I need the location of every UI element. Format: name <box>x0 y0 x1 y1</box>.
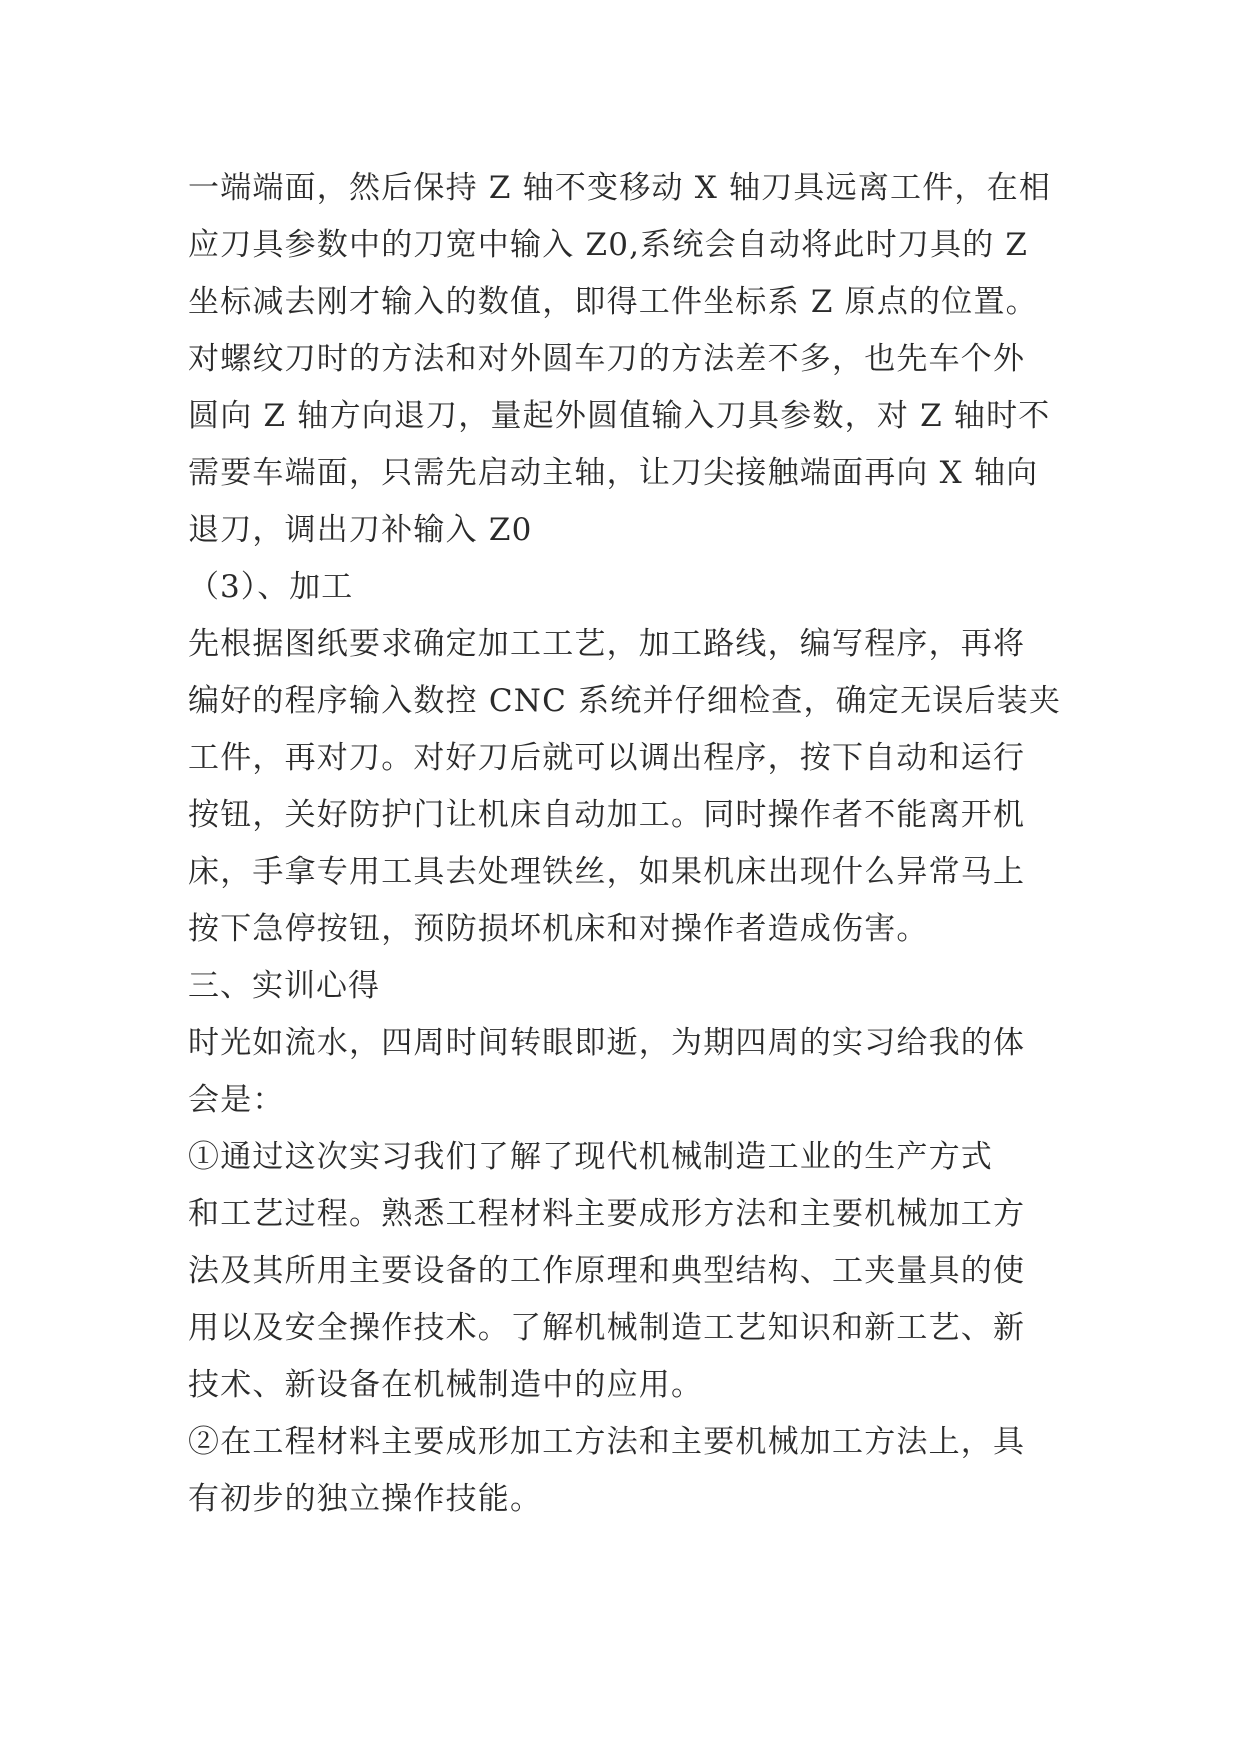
paragraph-line: 按下急停按钮，预防损坏机床和对操作者造成伤害。 <box>188 911 929 947</box>
paragraph-line: 圆向 Z 轴方向退刀，量起外圆值输入刀具参数，对 Z 轴时不 <box>188 398 1051 434</box>
paragraph-line: 和工艺过程。熟悉工程材料主要成形方法和主要机械加工方 <box>188 1196 1026 1232</box>
paragraph-line: 工件，再对刀。对好刀后就可以调出程序，按下自动和运行 <box>188 740 1026 776</box>
paragraph-line: 对螺纹刀时的方法和对外圆车刀的方法差不多，也先车个外 <box>188 341 1026 377</box>
section-heading: 三、实训心得 <box>188 968 380 1004</box>
paragraph-line: 应刀具参数中的刀宽中输入 Z0,系统会自动将此时刀具的 Z <box>188 227 1029 263</box>
list-item-line: ①通过这次实习我们了解了现代机械制造工业的生产方式 <box>188 1139 993 1175</box>
paragraph-line: 技术、新设备在机械制造中的应用。 <box>188 1367 704 1403</box>
document-body <box>188 160 1088 1528</box>
paragraph-line: 编好的程序输入数控 CNC 系统并仔细检查，确定无误后装夹 <box>188 683 1062 719</box>
paragraph-line: 用以及安全操作技术。了解机械制造工艺知识和新工艺、新 <box>188 1310 1026 1346</box>
paragraph-line: 有初步的独立操作技能。 <box>188 1481 543 1517</box>
section-heading: （3）、加工 <box>188 569 354 605</box>
paragraph-line: 床，手拿专用工具去处理铁丝，如果机床出现什么异常马上 <box>188 854 1026 890</box>
paragraph-line: 一端端面，然后保持 Z 轴不变移动 X 轴刀具远离工件，在相 <box>188 170 1052 206</box>
paragraph-line: 先根据图纸要求确定加工工艺，加工路线，编写程序，再将 <box>188 626 1026 662</box>
paragraph-line: 按钮，关好防护门让机床自动加工。同时操作者不能离开机 <box>188 797 1026 833</box>
paragraph-line: 法及其所用主要设备的工作原理和典型结构、工夹量具的使 <box>188 1253 1026 1289</box>
paragraph-line: 会是： <box>188 1082 285 1118</box>
paragraph-line: 需要车端面，只需先启动主轴，让刀尖接触端面再向 X 轴向 <box>188 455 1039 491</box>
paragraph-line: 坐标减去刚才输入的数值，即得工件坐标系 Z 原点的位置。 <box>188 284 1038 320</box>
paragraph-line: 时光如流水，四周时间转眼即逝，为期四周的实习给我的体 <box>188 1025 1026 1061</box>
paragraph-line: 退刀，调出刀补输入 Z0 <box>188 512 533 548</box>
list-item-line: ②在工程材料主要成形加工方法和主要机械加工方法上，具 <box>188 1424 1026 1460</box>
